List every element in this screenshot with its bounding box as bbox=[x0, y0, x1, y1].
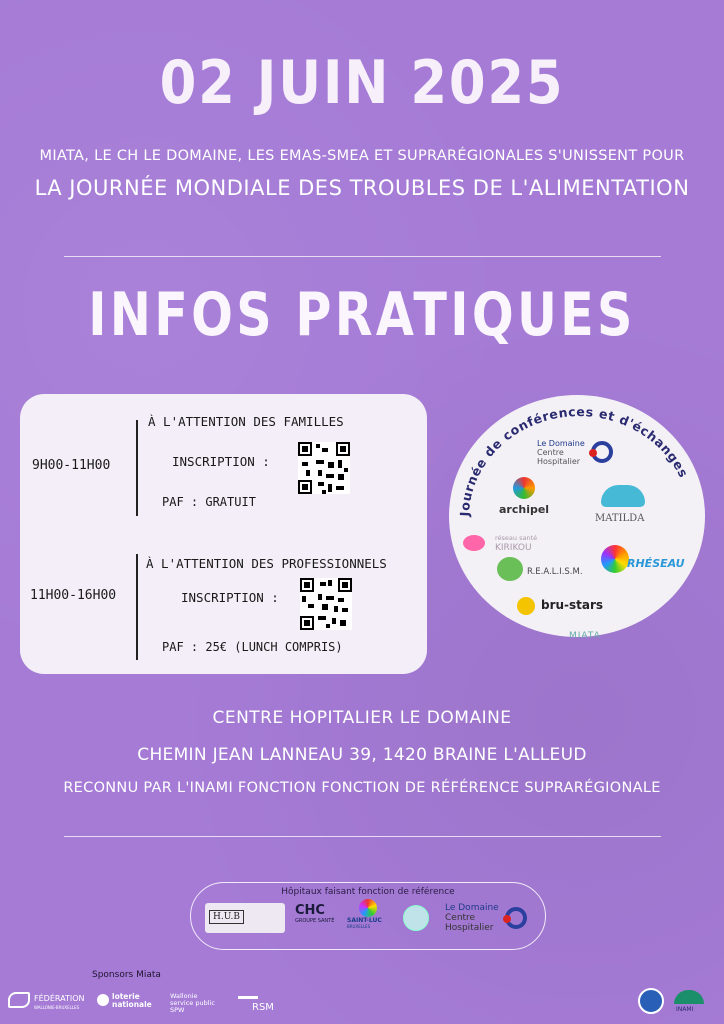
logo-domaine-small bbox=[445, 903, 499, 933]
logo-archipel: archipel bbox=[499, 503, 550, 516]
loterie-logo-icon bbox=[97, 994, 109, 1006]
arc-text: Journée de conférences et d'échanges bbox=[456, 404, 692, 517]
venue-name: CENTRE HOPITALIER LE DOMAINE bbox=[212, 708, 512, 728]
bru-stars-icon bbox=[517, 597, 535, 615]
logo-matilda: MATILDA bbox=[595, 513, 645, 524]
archipel-icon bbox=[513, 477, 535, 499]
inami-text: INAMI bbox=[676, 1006, 694, 1013]
event-subtitle-organizers: MIATA, LE CH LE DOMAINE, LES EMAS-SMEA ET SUPRARÉGIONALES S'UNISSENT POUR bbox=[39, 148, 685, 164]
federation-text: FÉDÉRATION bbox=[34, 994, 85, 1003]
logo-realism: R.E.A.L.I.S.M. bbox=[527, 567, 583, 577]
wallonie-text-3: SPW bbox=[170, 1006, 185, 1014]
domaine-small-line1: Le Domaine bbox=[445, 903, 499, 913]
event-subtitle-title: LA JOURNÉE MONDIALE DES TROUBLES DE L'ALIMENTATION bbox=[34, 176, 690, 200]
logo-miata: MIATA bbox=[569, 631, 601, 641]
saint-luc-sub-text: BRUXELLES bbox=[347, 924, 371, 929]
federation-sub-text: WALLONIE-BRUXELLES bbox=[34, 1005, 80, 1010]
matilda-tree-icon bbox=[601, 485, 645, 507]
session-2-paf: PAF : 25€ (LUNCH COMPRIS) bbox=[162, 640, 343, 654]
logo-domaine-line3: Hospitalier bbox=[537, 457, 581, 466]
wallonie-text-2: service public bbox=[170, 999, 215, 1007]
venue-address: CHEMIN JEAN LANNEAU 39, 1420 BRAINE L'ALLEUD bbox=[137, 745, 587, 765]
sessions-card bbox=[20, 394, 427, 674]
chc-text: CHC bbox=[295, 903, 325, 918]
section-title: INFOS PRATIQUES bbox=[88, 280, 636, 350]
rsm-logo-bar bbox=[238, 996, 258, 999]
session-1-inscription-label: INSCRIPTION : bbox=[172, 454, 270, 469]
logo-rheseau: RHÉSEAU bbox=[627, 557, 685, 570]
logo-kirikou-line1: réseau santé bbox=[495, 534, 538, 542]
event-date: 02 JUIN 2025 bbox=[159, 48, 565, 118]
federation-logo-icon bbox=[8, 992, 30, 1008]
domaine-icon bbox=[591, 441, 613, 463]
logo-bru-stars: bru-stars bbox=[541, 598, 604, 612]
domaine-small-line3: Hospitalier bbox=[445, 923, 494, 933]
top-divider bbox=[64, 256, 661, 257]
sponsors-title: Sponsors Miata bbox=[92, 970, 161, 980]
sponsor-federation bbox=[34, 994, 84, 1012]
logo-kirikou bbox=[495, 533, 537, 553]
kirikou-icon bbox=[463, 535, 485, 551]
logo-chc bbox=[295, 903, 335, 933]
session-1-audience: À L'ATTENTION DES FAMILLES bbox=[148, 414, 344, 429]
logo-hub bbox=[205, 903, 285, 933]
partner-round-icon bbox=[638, 988, 664, 1014]
session-1-time: 9H00-11H00 bbox=[32, 458, 111, 473]
logo-domaine-line1: Le Domaine bbox=[537, 439, 585, 448]
sponsor-rsm: RSM bbox=[252, 1002, 274, 1013]
session-2-time: 11H00-16H00 bbox=[30, 588, 117, 603]
hub-text: H.U.B bbox=[209, 910, 244, 924]
saint-luc-text: SAINT-LUC bbox=[347, 917, 382, 924]
qr-code-familles[interactable] bbox=[298, 442, 350, 494]
chc-sub-text: GROUPE SANTÉ bbox=[295, 918, 335, 924]
logo-le-domaine bbox=[537, 439, 585, 466]
bottom-divider bbox=[64, 836, 661, 837]
loterie-text: loterie bbox=[112, 992, 140, 1001]
loterie-text-2: nationale bbox=[112, 1000, 152, 1009]
wallonie-text: Wallonie bbox=[170, 992, 198, 1000]
domaine-small-line2: Centre bbox=[445, 913, 476, 923]
hospital-round-logo bbox=[403, 905, 429, 931]
session-divider-1 bbox=[136, 420, 138, 516]
rheseau-hands-icon bbox=[601, 545, 629, 573]
logo-saint-luc bbox=[347, 899, 391, 935]
sponsor-wallonie bbox=[170, 993, 215, 1014]
inami-logo-icon bbox=[674, 990, 704, 1004]
realism-icon bbox=[497, 557, 523, 581]
reference-hospitals-panel bbox=[190, 882, 546, 950]
session-1-paf: PAF : GRATUIT bbox=[162, 495, 256, 509]
hospitals-title: Hôpitaux faisant fonction de référence bbox=[281, 887, 455, 897]
session-2-audience: À L'ATTENTION DES PROFESSIONNELS bbox=[146, 556, 387, 571]
logo-kirikou-line2: KIRIKOU bbox=[495, 543, 532, 553]
domaine-small-icon bbox=[505, 907, 527, 929]
partners-circle bbox=[449, 395, 705, 641]
qr-code-professionnels[interactable] bbox=[300, 578, 352, 630]
logo-domaine-line2: Centre bbox=[537, 448, 564, 457]
session-2-inscription-label: INSCRIPTION : bbox=[181, 590, 279, 605]
sponsor-loterie bbox=[112, 993, 152, 1009]
session-divider-2 bbox=[136, 554, 138, 660]
venue-recognition: RECONNU PAR L'INAMI FONCTION FONCTION DE RÉFÉRENCE SUPRARÉGIONALE bbox=[63, 780, 661, 796]
